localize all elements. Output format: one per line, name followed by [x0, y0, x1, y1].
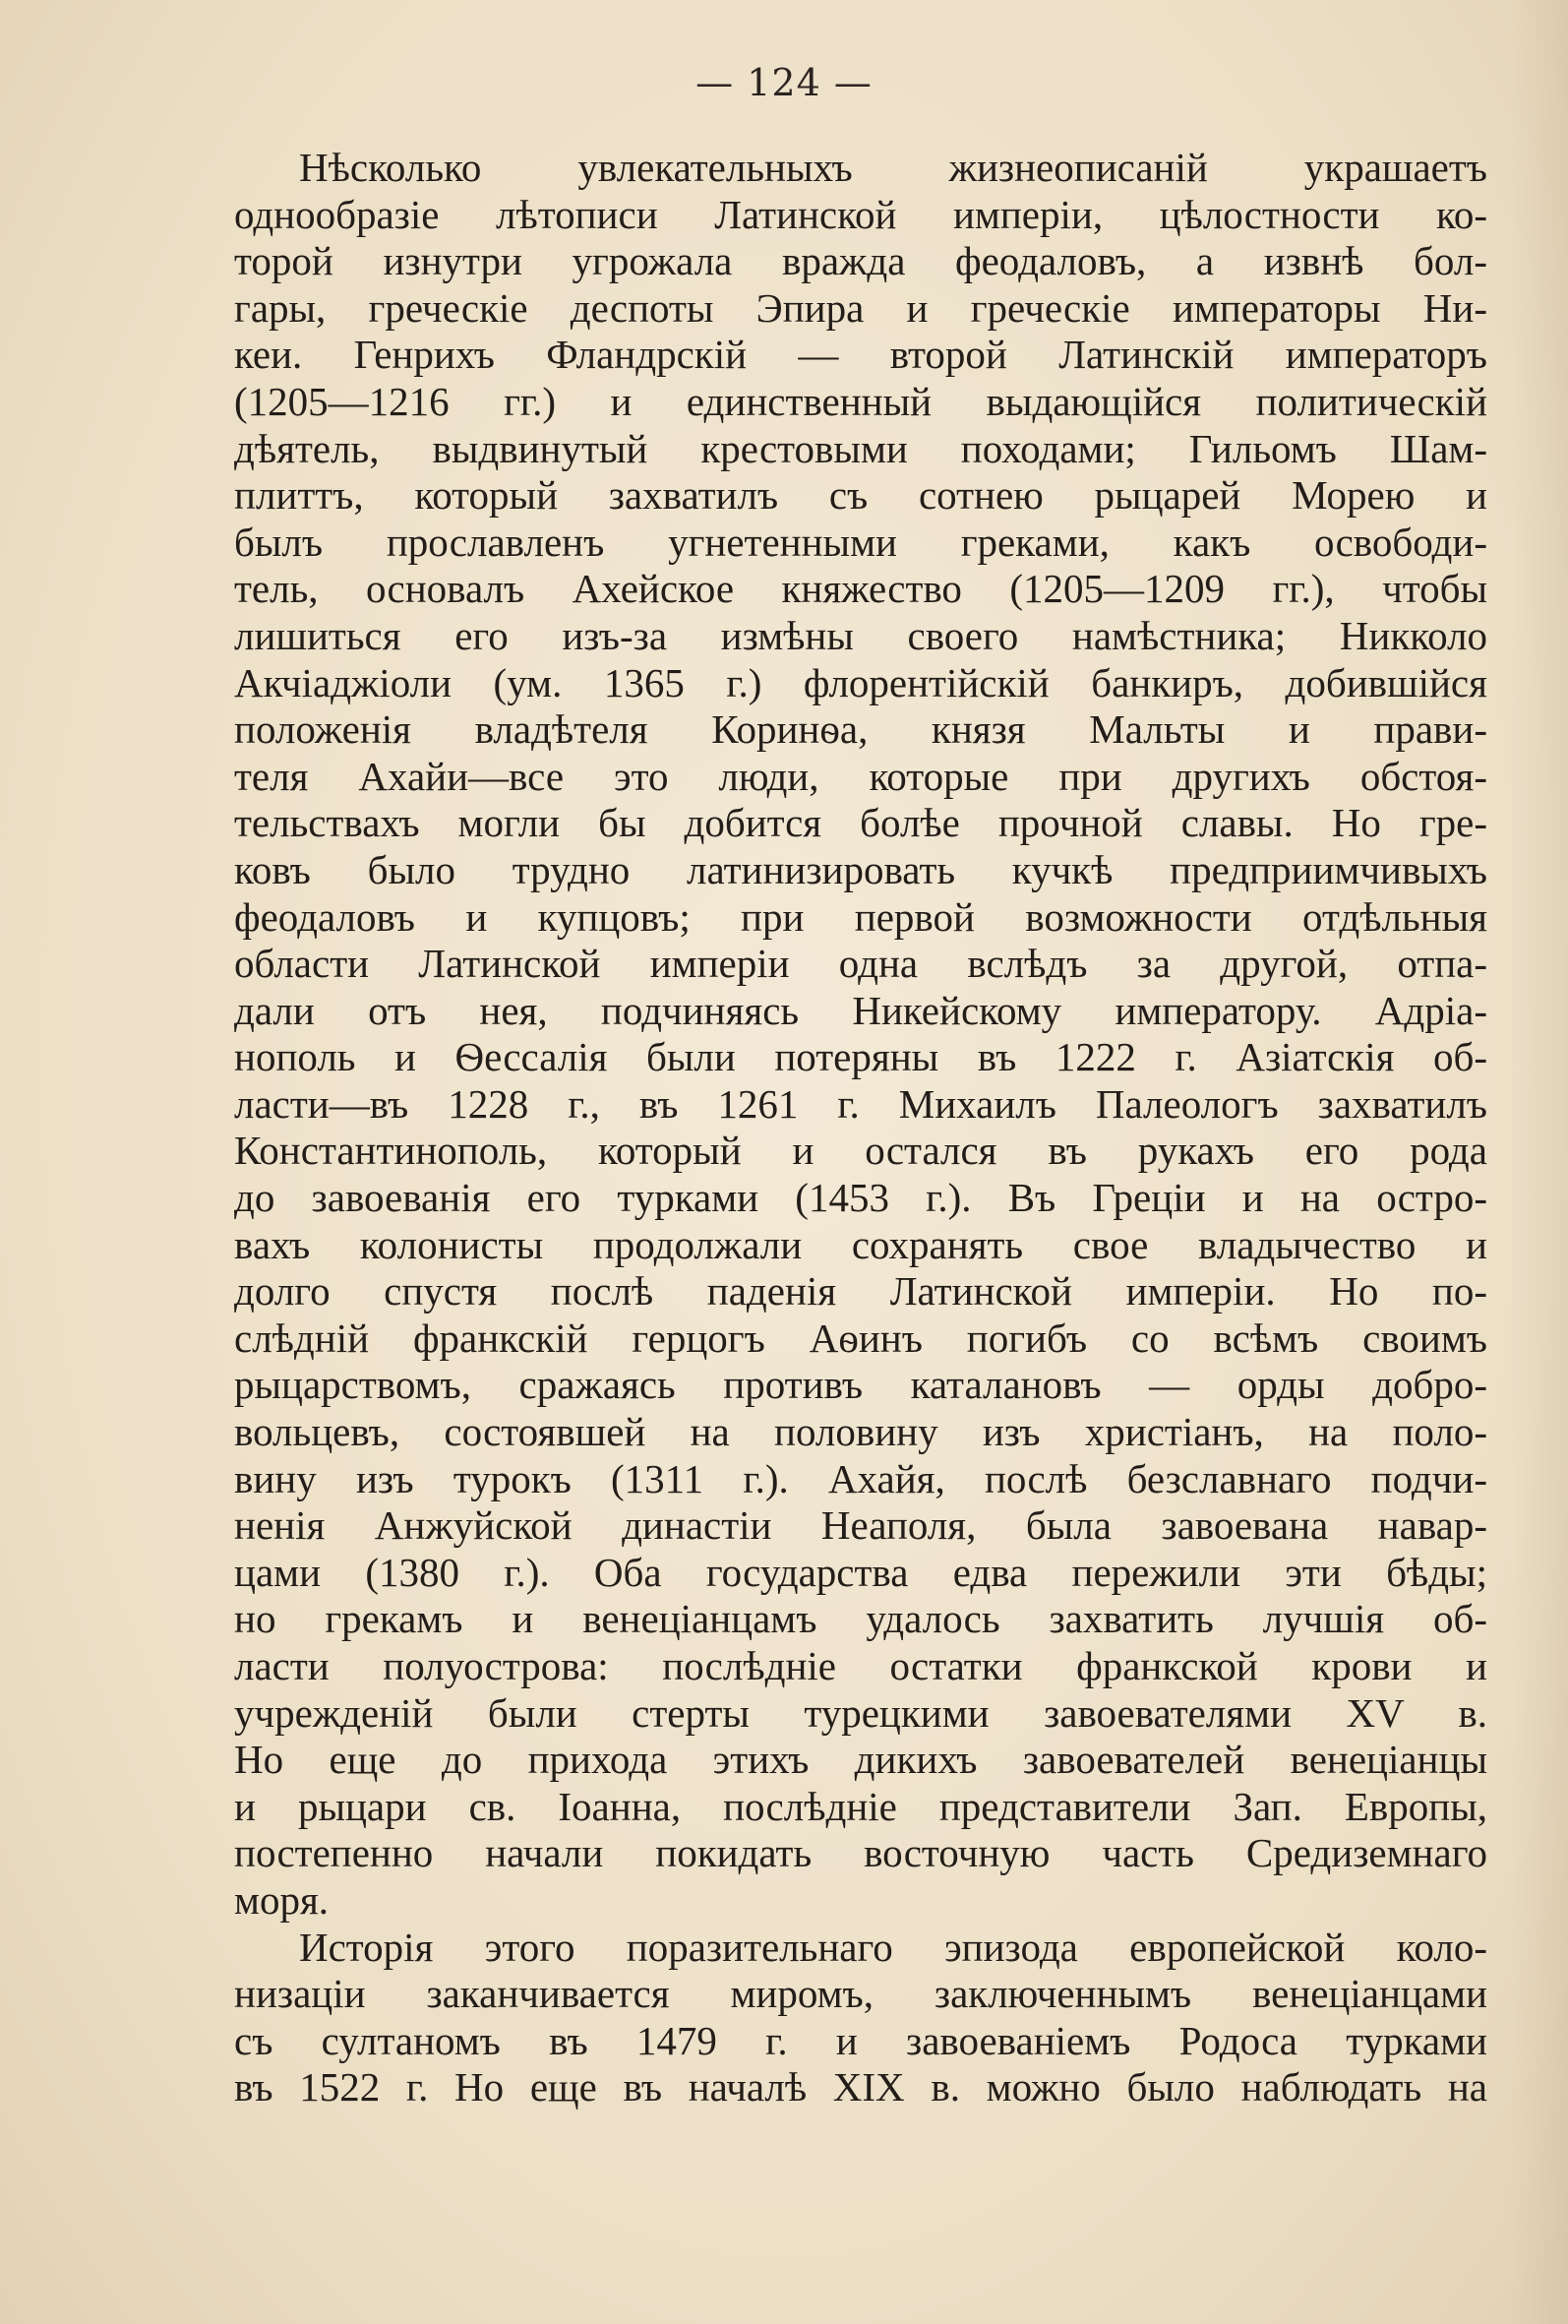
text-line: до завоеванiя его турками (1453 г.). Въ Грецiи и на остро-	[234, 1175, 1487, 1221]
text-line: Но еще до прихода этихъ дикихъ завоевателей венецiанцы	[234, 1737, 1487, 1783]
text-line: однообразiе лѣтописи Латинской имперiи, цѣлостности ко-	[234, 191, 1487, 237]
paragraph-2	[234, 1925, 1487, 2111]
text-line: вину изъ турокъ (1311 г.). Ахайя, послѣ безславнаго подчи-	[234, 1455, 1487, 1501]
text-line: тель, основалъ Ахейское княжество (1205—1209 гг.), чтобы	[234, 566, 1487, 612]
text-line: въ 1522 г. Но еще въ началѣ XIX в. можно было наблюдать на	[234, 2064, 1487, 2110]
text-line: нополь и Ѳессалiя были потеряны въ 1222 г. Азiатскiя об-	[234, 1034, 1487, 1080]
text-line: слѣднiй франкскiй герцогъ Аѳинъ погибъ со всѣмъ своимъ	[234, 1315, 1487, 1361]
text-line: и рыцари св. Iоанна, послѣднiе представители Зап. Европы,	[234, 1783, 1487, 1829]
text-line: лишиться его изъ-за измѣны своего намѣстника; Никколо	[234, 612, 1487, 658]
text-line: вахъ колонисты продолжали сохранять свое владычество и	[234, 1221, 1487, 1267]
text-line: ласти полуострова: послѣднiе остатки франкской крови и	[234, 1643, 1487, 1688]
text-line: Акчiаджiоли (ум. 1365 г.) флорентiйскiй банкиръ, добившiйся	[234, 659, 1487, 705]
text-line: дѣятель, выдвинутый крестовыми походами; Гильомъ Шам-	[234, 425, 1487, 471]
text-line: феодаловъ и купцовъ; при первой возможности отдѣльныя	[234, 893, 1487, 940]
text-line: Константинополь, который и остался въ рукахъ его рода	[234, 1128, 1487, 1174]
text-line: былъ прославленъ угнетенными греками, какъ освободи-	[234, 519, 1487, 565]
text-line: цами (1380 г.). Оба государства едва пережили эти бѣды;	[234, 1549, 1487, 1595]
text-line: ласти—въ 1228 г., въ 1261 г. Михаилъ Палеологъ захватилъ	[234, 1080, 1487, 1127]
text-line: плиттъ, который захватилъ съ сотнею рыцарей Морею и	[234, 472, 1487, 519]
paragraph-1	[234, 145, 1487, 1925]
text-line: долго спустя послѣ паденiя Латинской имперiи. Но по-	[234, 1268, 1487, 1315]
text-line: но грекамъ и венецiанцамъ удалось захватить лучшiя об-	[234, 1596, 1487, 1642]
text-line: кеи. Генрихъ Фландрскiй — второй Латинскiй императоръ	[234, 332, 1487, 378]
text-line: области Латинской имперiи одна вслѣдъ за другой, отпа-	[234, 941, 1487, 987]
text-line: тельствахъ могли бы добится болѣе прочной славы. Но гре-	[234, 800, 1487, 846]
text-line: Нѣсколько увлекательныхъ жизнеописанiй украшаетъ	[299, 145, 1487, 190]
page-edge-shadow	[1509, 0, 1568, 2324]
text-line: низацiи заканчивается миромъ, заключеннымъ венецiанцами	[234, 1971, 1487, 2017]
text-line: положенiя владѣтеля Коринѳа, князя Мальты и прави-	[234, 706, 1487, 753]
text-line: ковъ было трудно латинизировать кучкѣ предприимчивыхъ	[234, 846, 1487, 892]
text-line: дали отъ нея, подчиняясь Никейскому императору. Адрiа-	[234, 987, 1487, 1033]
text-line: рыцарствомъ, сражаясь противъ каталановъ — орды добро-	[234, 1362, 1487, 1408]
text-line: торой изнутри угрожала вражда феодаловъ, а извнѣ бол-	[234, 238, 1487, 284]
body-text	[234, 145, 1487, 2111]
text-line: (1205—1216 гг.) и единственный выдающiйся политическiй	[234, 378, 1487, 424]
text-line: съ султаномъ въ 1479 г. и завоеванiемъ Родоса турками	[234, 2017, 1487, 2063]
text-line: вольцевъ, состоявшей на половину изъ христiанъ, на поло-	[234, 1409, 1487, 1455]
text-line: постепенно начали покидать восточную часть Средиземнаго	[234, 1830, 1487, 1876]
page-number: — 124 —	[695, 61, 873, 104]
text-line: учрежденiй были стерты турецкими завоевателями XV в.	[234, 1689, 1487, 1736]
text-line: теля Ахайи—все это люди, которые при другихъ обстоя-	[234, 753, 1487, 799]
text-line: гары, греческiе деспоты Эпира и греческiе императоры Ни-	[234, 284, 1487, 331]
text-line: моря.	[234, 1876, 330, 1923]
text-line: ненiя Анжуйской династiи Неаполя, была завоевана навар-	[234, 1502, 1487, 1549]
text-line: Исторiя этого поразительнаго эпизода европейской коло-	[299, 1924, 1487, 1970]
